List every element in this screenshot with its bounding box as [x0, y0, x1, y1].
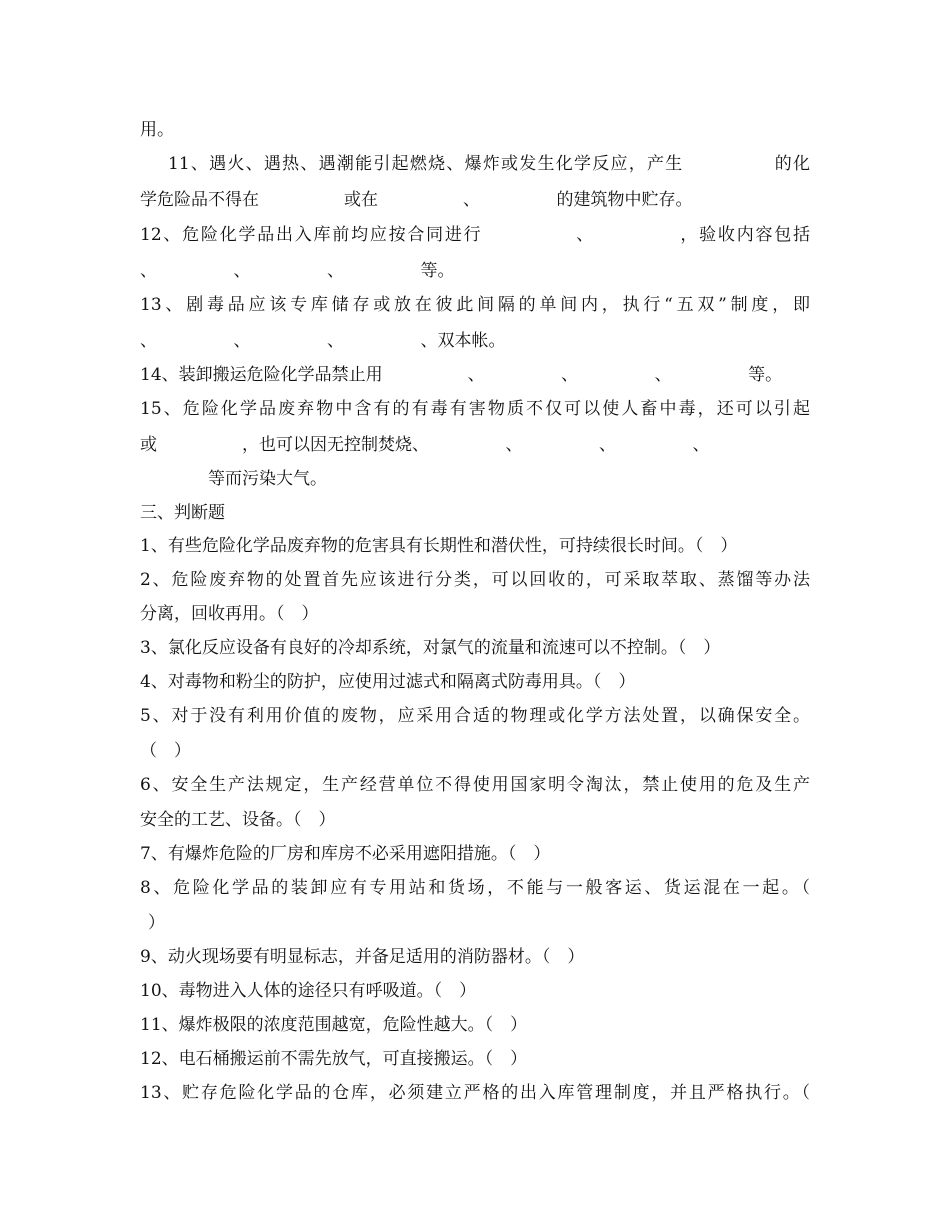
- text-line: （ ）: [140, 741, 191, 761]
- text-line: 11、遇火、遇热、遇潮能引起燃烧、爆炸或发生化学反应，产生 的化: [168, 154, 810, 174]
- question-item: 5、对于没有利用价值的废物，应采用合适的物理或化学方法处置，以确保安全。: [140, 706, 810, 726]
- text-line: 安全的工艺、设备。（ ）: [140, 810, 336, 830]
- question-item: 10、毒物进入人体的途径只有呼吸道。（ ）: [140, 981, 477, 1001]
- text-line: 、 、 、 等。: [140, 261, 455, 281]
- text-line: 分离，回收再用。（ ）: [140, 604, 319, 624]
- section-heading: 三、判断题: [140, 503, 225, 523]
- question-item: 6、安全生产法规定，生产经营单位不得使用国家明令淘汰，禁止使用的危及生产: [140, 775, 810, 795]
- text-line: 13、剧毒品应该专库储存或放在彼此间隔的单间内，执行“五双”制度，即: [140, 295, 810, 315]
- question-item: 11、爆炸极限的浓度范围越宽，危险性越大。（ ）: [140, 1015, 528, 1035]
- text-line: 12、危险化学品出入库前均应按合同进行 、 ，验收内容包括: [140, 225, 810, 245]
- question-item: 13、贮存危险化学品的仓库，必须建立严格的出入库管理制度，并且严格执行。（: [140, 1083, 810, 1103]
- question-item: 9、动火现场要有明显标志，并备足适用的消防器材。（ ）: [140, 947, 585, 967]
- text-line: 学危险品不得在 或在 、 的建筑物中贮存。: [140, 190, 693, 210]
- question-item: 2、危险废弃物的处置首先应该进行分类，可以回收的，可采取萃取、蒸馏等办法: [140, 570, 810, 590]
- text-line: 用。: [140, 120, 174, 140]
- text-line: 等而污染大气。: [140, 469, 327, 489]
- question-item: 8、危险化学品的装卸应有专用站和货场，不能与一般客运、货运混在一起。（: [140, 878, 810, 898]
- question-item: 4、对毒物和粉尘的防护，应使用过滤式和隔离式防毒用具。（ ）: [140, 672, 636, 692]
- question-item: 7、有爆炸危险的厂房和库房不必采用遮阳措施。（ ）: [140, 844, 551, 864]
- text-line: 15、危险化学品废弃物中含有的有毒有害物质不仅可以使人畜中毒，还可以引起: [140, 399, 810, 419]
- question-item: 3、氯化反应设备有良好的冷却系统，对氯气的流量和流速可以不控制。（ ）: [140, 638, 721, 658]
- question-item: 1、有些危险化学品废弃物的危害具有长期性和潜伏性，可持续很长时间。（ ）: [140, 536, 738, 556]
- question-item: 12、电石桶搬运前不需先放气，可直接搬运。（ ）: [140, 1049, 528, 1069]
- text-line: 14、装卸搬运危险化学品禁止用 、 、 、 等。: [140, 365, 783, 385]
- text-line: ）: [148, 913, 165, 933]
- text-line: 或 ，也可以因无控制焚烧、 、 、 、: [140, 435, 710, 455]
- text-line: 、 、 、 、双本帐。: [140, 331, 506, 351]
